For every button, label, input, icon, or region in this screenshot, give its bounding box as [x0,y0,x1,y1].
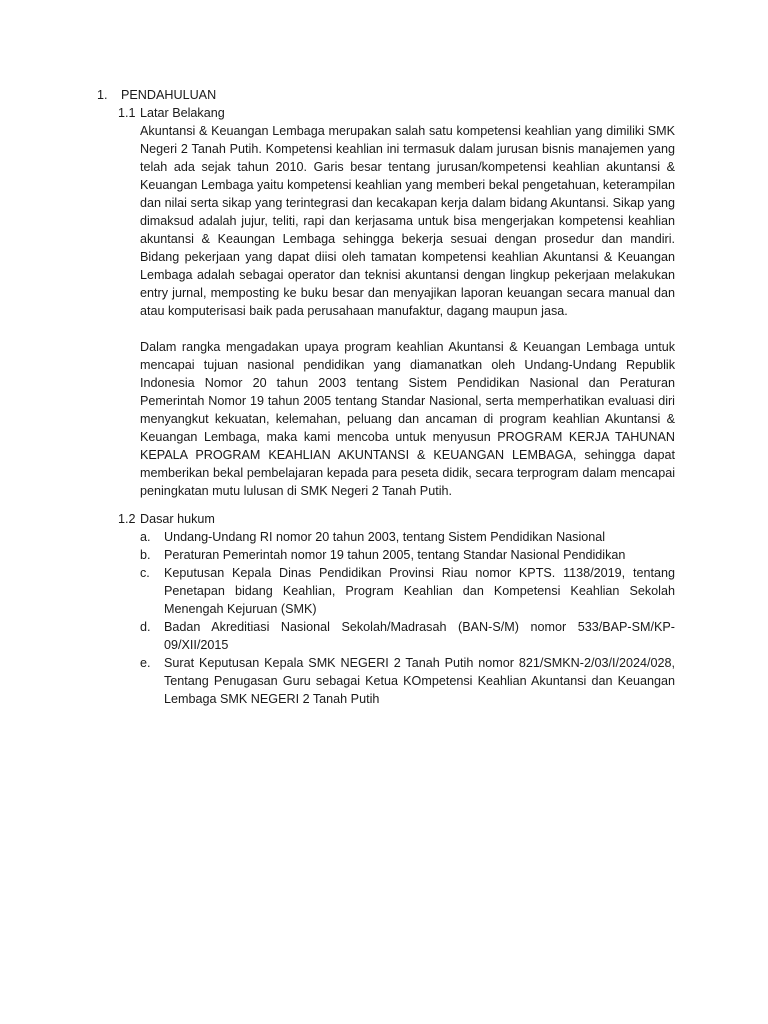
dasar-hukum-list [140,528,675,708]
subsection-title: Dasar hukum [140,512,215,526]
list-item [140,528,675,546]
list-marker: b. [140,548,151,562]
latar-belakang-paragraph-2: Dalam rangka mengadakan upaya program keahlian Akuntansi & Keuangan Lembaga untuk mencapai tujuan nasional pendidikan yang diamanatkan oleh Undang-Undang Republik Indonesia Nomor 20 tahun 2003 tentang Sistem Pendidikan Nasional dan Peraturan Pemerintah Nomor 19 tahun 2005 tentang Standar Nasional, serta memperhatikan evaluasi diri menyangkut kekuatan, kelemahan, peluang dan ancaman di program keahlian Akuntansi & Keuangan Lembaga, maka kami mencoba untuk menyusun PROGRAM KERJA TAHUNAN KEPALA PROGRAM KEAHLIAN AKUNTANSI & KEUANGAN LEMBAGA, sehingga dapat memberikan bekal pembelajaran kepada para peseta didik, secara terprogram dalam mencapai peningkatan mutu lulusan di SMK Negeri 2 Tanah Putih. [140,340,675,498]
list-item [140,564,675,618]
subsection-number: 1.2 [118,512,136,526]
list-item-text: Surat Keputusan Kepala SMK NEGERI 2 Tanah Putih nomor 821/SMKN-2/03/I/2024/028, Tentang Penugasan Guru sebagai Ketua KOmpetensi Keahlian Akuntansi dan Keuangan Lembaga SMK NEGERI 2 Tanah Putih [164,656,675,706]
subsection-number: 1.1 [118,106,136,120]
section-heading-pendahuluan [97,86,216,104]
list-marker: e. [140,656,151,670]
subsection-heading-latar-belakang [118,104,225,122]
list-marker: a. [140,530,151,544]
list-item-text: Keputusan Kepala Dinas Pendidikan Provinsi Riau nomor KPTS. 1138/2019, tentang Penetapan bidang Keahlian, Program Keahlian dan Kompetensi Keahlian Sekolah Menengah Kejuruan (SMK) [164,566,675,616]
section-number: 1. [97,88,108,102]
subsection-title: Latar Belakang [140,106,225,120]
list-item [140,654,675,708]
list-item-text: Badan Akreditiasi Nasional Sekolah/Madrasah (BAN-S/M) nomor 533/BAP-SM/KP-09/XII/2015 [164,620,675,652]
list-item-text: Peraturan Pemerintah nomor 19 tahun 2005, tentang Standar Nasional Pendidikan [164,548,626,562]
list-item [140,618,675,654]
list-item [140,546,675,564]
subsection-heading-dasar-hukum [118,510,215,528]
list-marker: d. [140,620,151,634]
list-marker: c. [140,566,150,580]
latar-belakang-paragraph-1: Akuntansi & Keuangan Lembaga merupakan salah satu kompetensi keahlian yang dimiliki SMK Negeri 2 Tanah Putih. Kompetensi keahlian ini termasuk dalam jurusan bisnis manajemen yang telah ada sejak tahun 2010. Garis besar tentang jurusan/kompetensi keahlian akuntansi & Keuangan Lembaga yaitu kompetensi keahlian yang memberi bekal pengetahuan, keterampilan dan nilai serta sikap yang terintegrasi dan kecakapan kerja dalam bidang Akuntansi. Sikap yang dimaksud adalah jujur, teliti, rapi dan kerjasama untuk bisa mengerjakan kompetensi keahlian akuntansi & Keaungan Lembaga sehingga bekerja sesuai dengan prosedur dan mandiri. Bidang pekerjaan yang dapat diisi oleh tamatan kompetensi keahlian Akuntansi & Keuangan Lembaga adalah sebagai operator dan teknisi akuntansi dengan lingkup pekerjaan melakukan entry jurnal, memposting ke buku besar dan menyajikan laporan keuangan secara manual dan atau komputerisasi baik pada perusahaan manufaktur, dagang maupun jasa. [140,124,675,318]
section-title: PENDAHULUAN [121,88,217,102]
list-item-text: Undang-Undang RI nomor 20 tahun 2003, tentang Sistem Pendidikan Nasional [164,530,606,544]
